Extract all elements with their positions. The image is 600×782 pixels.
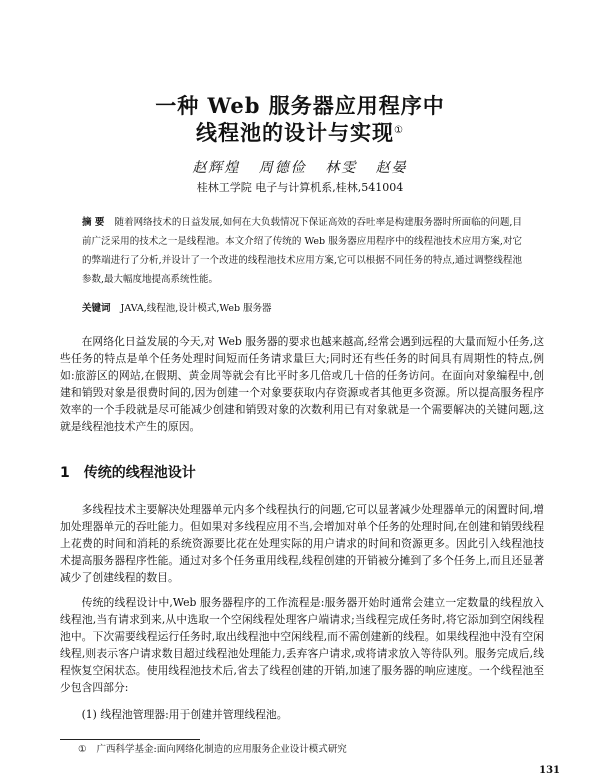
section-heading (60, 462, 544, 482)
title-line-2 (0, 119, 600, 146)
footnote (78, 743, 548, 756)
body-paragraph-2: 传统的线程设计中,Web 服务器程序的工作流程是:服务器开始时通常会建立一定数量的线程放入线程池,当有请求到来,从中选取一个空闲线程处理客户端请求;当线程完成任务时,将它添加到空闲线程池中。下次需要线程运行任务时,取出线程池中空闲线程,而不需创建新的线程。如果线程池中没有空闲线程,则表示客户请求数目超过线程池处理能力,丢弃客户请求,或将请求放入等待队列。服务完成后,线程恢复空闲状态。使用线程池技术后,省去了线程创建的开销,加速了服务器的响应速度。一个线程池至少包含四部分: (60, 596, 544, 694)
paper-title (0, 92, 600, 146)
title-line-2-text: 线程池的设计与实现 (196, 120, 395, 145)
section-number: 1 (60, 465, 70, 481)
footnote-text: 广西科学基金:面向网络化制造的应用服务企业设计模式研究 (96, 744, 347, 755)
intro-paragraph: 在网络化日益发展的今天,对 Web 服务器的要求也越来越高,经常会遇到远程的大量而短小任务,这些任务的特点是单个任务处理时间短而任务请求量巨大;同时还有些任务的时间具有周期性的特点,例如:旅游区的网站,在假期、黄金周等就会有比平时多几倍或几十倍的任务访问。在面向对象编程中,创建和销毁对象是很费时间的,因为创建一个对象要获取内存资源或者其他更多资源。所以提高服务程序效率的一个手段就是尽可能减少创建和销毁对象的次数利用已有对象就是一个需要解决的关键问题,这就是线程池技术产生的原因。 (60, 335, 544, 433)
title-line-1: 一种 Web 服务器应用程序中 (155, 93, 445, 118)
body-paragraph-1: 多线程技术主要解决处理器单元内多个线程执行的问题,它可以显著减少处理器单元的闲置时间,增加处理器单元的吞吐能力。但如果对多线程应用不当,会增加对单个任务的处理时间,在创建和销毁线程上花费的时间和消耗的系统资源要比花在处理实际的用户请求的时间和资源更多。因此引入线程池技术提高服务器程序性能。通过对多个任务重用线程,线程创建的开销被分摊到了多个任务上,而且还显著减少了创建线程的数目。 (60, 503, 544, 584)
footnote-mark: ① (78, 744, 87, 755)
body-section-2 (60, 594, 544, 696)
section-title: 传统的线程池设计 (83, 465, 196, 481)
footnote-divider (60, 739, 200, 740)
keywords (82, 302, 522, 316)
abstract-label: 摘 要 (82, 217, 105, 228)
keywords-label: 关键词 (82, 303, 111, 314)
intro-section (60, 333, 544, 435)
affiliation: 桂林工学院 电子与计算机系,桂林,541004 (196, 181, 404, 194)
title-footnote-mark: ① (394, 125, 404, 136)
body-section-1 (60, 501, 544, 586)
abstract-text: 随着网络技术的日益发展,如何在大负载情况下保证高效的吞吐率是构建服务器时所面临的问题,目前广泛采用的技术之一是线程池。本文介绍了传统的 Web 服务器应用程序中的线程池技术应用方案,对它的弊端进行了分析,并设计了一个改进的线程池技术应用方案,它可以根据不同任务的特点,通过调整线程池参数,最大幅度地提高系统性能。 (82, 217, 522, 285)
author-list: 赵辉煌 周德俭 林雯 赵晏 (192, 160, 408, 176)
abstract (82, 213, 522, 289)
keywords-text: JAVA,线程池,设计模式,Web 服务器 (120, 303, 272, 314)
list-item: (1) 线程池管理器:用于创建并管理线程池。 (81, 708, 288, 721)
page-number: 131 (539, 765, 560, 776)
